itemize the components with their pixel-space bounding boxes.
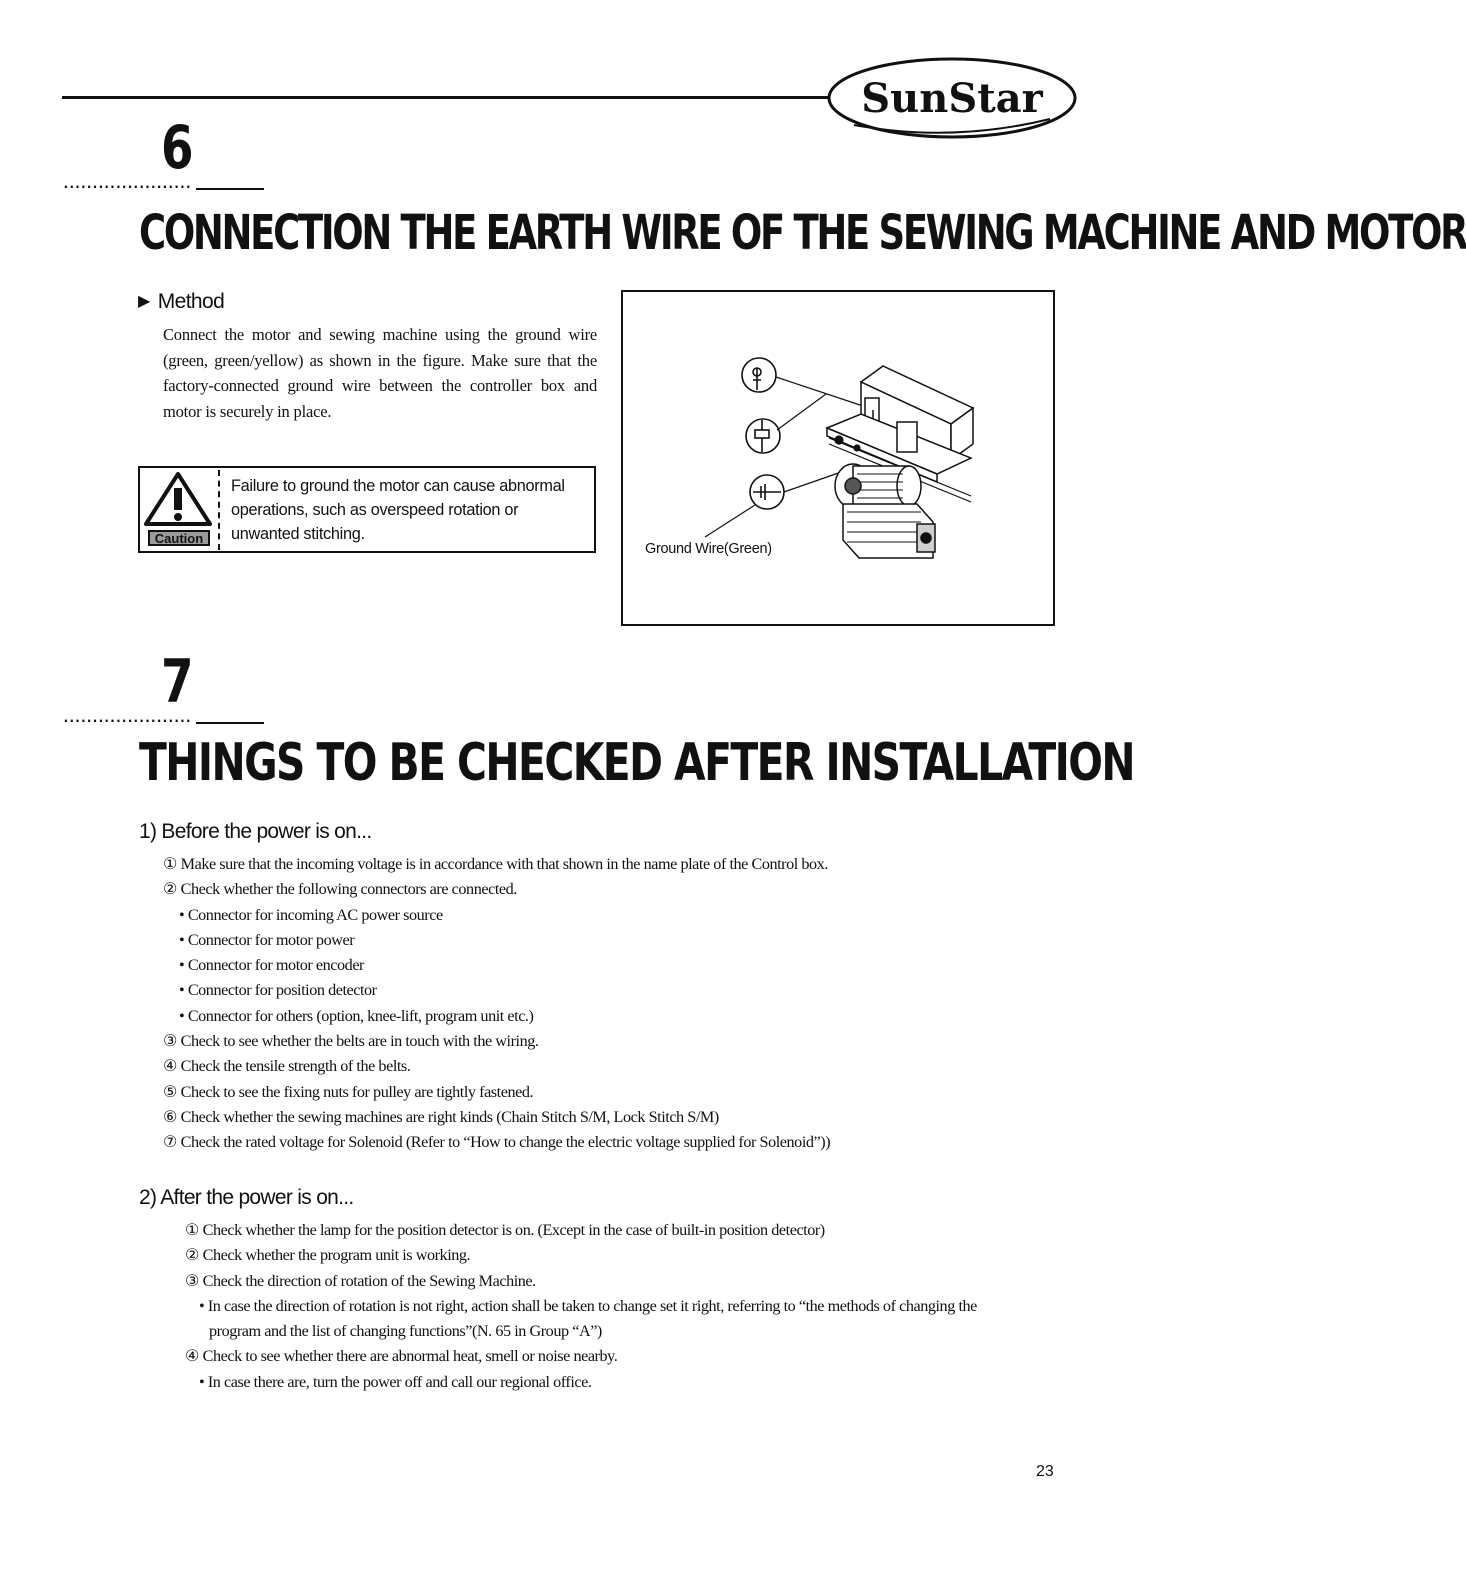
- list-item: ① Check whether the lamp for the position detector is on. (Except in the case of built-in position detector): [185, 1221, 825, 1239]
- caution-label: Caution: [154, 531, 204, 546]
- section-6-number: 6: [161, 113, 194, 183]
- list-item: ⑦ Check the rated voltage for Solenoid (Refer to “How to change the electric voltage supplied for Solenoid”)): [163, 1133, 831, 1152]
- list-item: program and the list of changing functions”(N. 65 in Group “A”): [209, 1322, 602, 1341]
- list-item: ⑥ Check whether the sewing machines are right kinds (Chain Stitch S/M, Lock Stitch S/M): [163, 1107, 719, 1126]
- section-7-underline: [196, 722, 264, 724]
- brand-name: SunStar: [861, 75, 1043, 122]
- before-power-heading: 1) Before the power is on...: [139, 820, 372, 843]
- list-item: ① Make sure that the incoming voltage is in accordance with that shown in the name plate of the Control box.: [163, 855, 828, 873]
- list-item: ③ Check to see whether the belts are in touch with the wiring.: [163, 1032, 539, 1051]
- header-rule: [62, 96, 832, 99]
- terminal-callout-3: [750, 475, 784, 509]
- terminal-callout-1: [742, 358, 776, 392]
- section-7-title: THINGS TO BE CHECKED AFTER INSTALLATION: [139, 733, 1134, 793]
- caution-text: Failure to ground the motor can cause abnormal operations, such as overspeed rotation or unwanted stitching.: [231, 477, 565, 543]
- list-item: • Connector for others (option, knee-lift, program unit etc.): [179, 1006, 534, 1025]
- caution-divider: [218, 470, 220, 550]
- section-6-underline: [196, 188, 264, 190]
- section-6-dots: ......................: [62, 177, 191, 192]
- section-6-title: CONNECTION THE EARTH WIRE OF THE SEWING MACHINE AND MOTOR: [139, 205, 1466, 261]
- motor-unit: [835, 464, 935, 558]
- method-heading: ▶ Method: [138, 290, 225, 313]
- list-item: ② Check whether the program unit is working.: [185, 1246, 471, 1265]
- list-item: • In case there are, turn the power off and call our regional office.: [199, 1372, 592, 1391]
- list-item: ④ Check to see whether there are abnormal heat, smell or noise nearby.: [185, 1347, 618, 1366]
- after-power-heading: 2) After the power is on...: [139, 1186, 354, 1209]
- page-number: 23: [1036, 1463, 1054, 1480]
- list-item: • Connector for incoming AC power source: [179, 905, 443, 924]
- terminal-callout-2: [746, 419, 780, 453]
- list-item: • Connector for motor encoder: [179, 956, 365, 975]
- list-item: • Connector for motor power: [179, 930, 355, 949]
- sewing-machine-illustration: [621, 290, 1055, 626]
- list-item: • In case the direction of rotation is not right, action shall be taken to change set it right, referring to “the methods of changing the: [199, 1296, 977, 1315]
- play-arrow-icon: ▶: [138, 293, 150, 310]
- warning-triangle-icon: [140, 468, 216, 551]
- sunstar-logo: [826, 55, 1078, 141]
- list-item: • Connector for position detector: [179, 981, 377, 1000]
- method-text: Connect the motor and sewing machine using the ground wire (green, green/yellow) as shown in the figure. Make sure that the factory-connected ground wire between the controller box and motor is securely in place.: [163, 325, 597, 421]
- figure-caption: Ground Wire(Green): [645, 541, 772, 557]
- section-7-number: 7: [161, 647, 194, 717]
- after-power-list: [185, 1218, 977, 1395]
- list-item: ⑤ Check to see the fixing nuts for pulley are tightly fastened.: [163, 1082, 534, 1101]
- list-item: ② Check whether the following connectors are connected.: [163, 880, 517, 899]
- list-item: ④ Check the tensile strength of the belts.: [163, 1057, 411, 1076]
- section-7-dots: ......................: [62, 711, 191, 726]
- before-power-list: [163, 852, 830, 1156]
- list-item: ③ Check the direction of rotation of the Sewing Machine.: [185, 1271, 536, 1290]
